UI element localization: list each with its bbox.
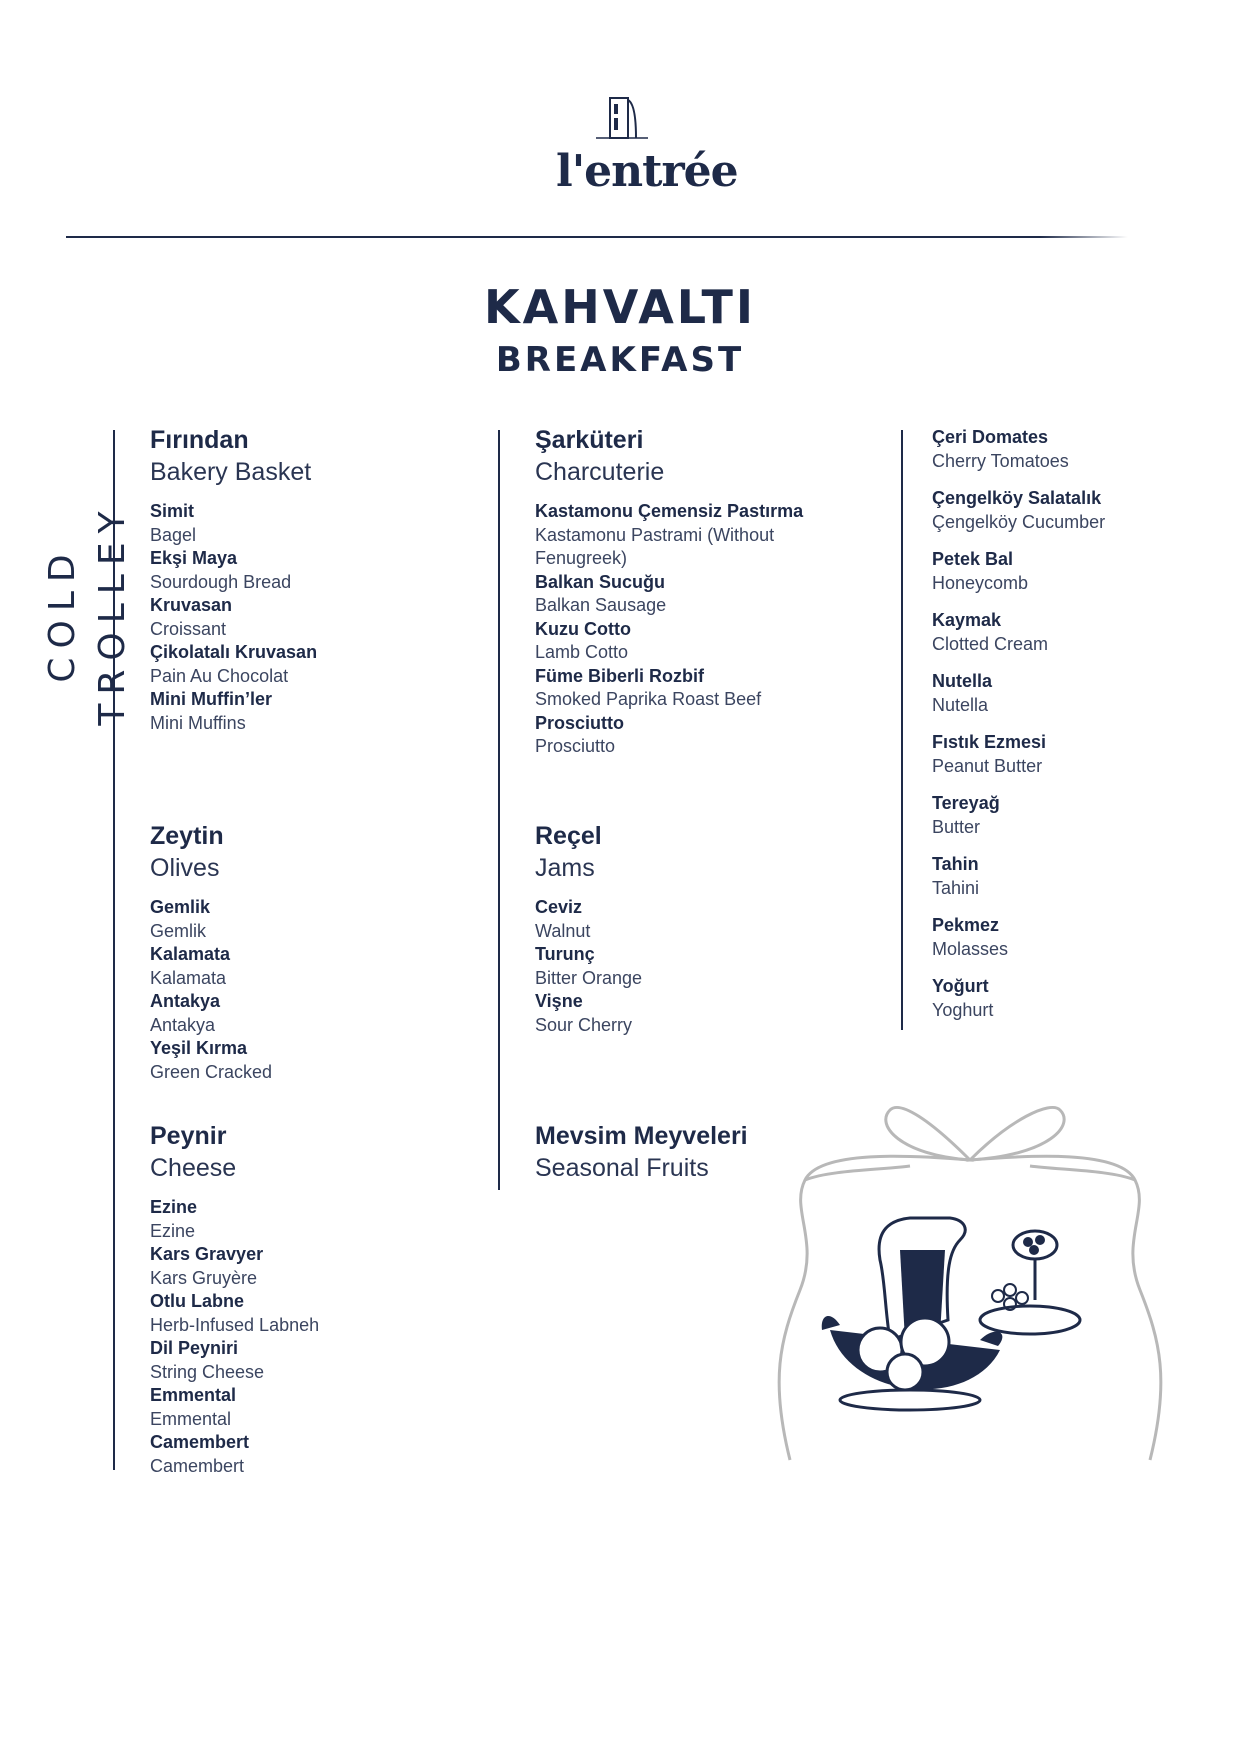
section-subtitle: Cheese: [150, 1154, 237, 1182]
menu-item-name: Kars Gravyer: [150, 1244, 264, 1264]
menu-item-name: Çengelköy Salatalık: [932, 488, 1102, 508]
menu-item-name: Ekşi Maya: [150, 548, 238, 568]
menu-item-name: Emmental: [150, 1385, 237, 1405]
menu-item-translation: Yoghurt: [932, 999, 994, 1020]
column-divider: [901, 430, 903, 1030]
menu-item-translation: Walnut: [535, 920, 591, 941]
section-peynir: [150, 1120, 319, 1478]
menu-item-translation: Sour Cherry: [535, 1014, 633, 1035]
page-title: KAHVALTI: [483, 280, 756, 334]
menu-item-name: Turunç: [535, 944, 595, 964]
menu-item-translation: Kastamonu Pastrami (Without Fenugreek): [535, 524, 775, 568]
menu-item-translation: Peanut Butter: [932, 755, 1043, 776]
section-subtitle: Bakery Basket: [150, 458, 312, 486]
menu-item-name: Otlu Labne: [150, 1291, 244, 1311]
menu-item-name: Petek Bal: [932, 549, 1014, 569]
menu-item-translation: Ezine: [150, 1220, 196, 1241]
menu-item-translation: Honeycomb: [932, 572, 1029, 593]
menu-item-name: Dil Peyniri: [150, 1338, 239, 1358]
section-title: Mevsim Meyveleri: [535, 1122, 748, 1150]
menu-item-translation: Tahini: [932, 877, 980, 898]
menu-item-translation: Emmental: [150, 1408, 232, 1429]
section-subtitle: Seasonal Fruits: [535, 1154, 709, 1182]
section-subtitle: Olives: [150, 854, 220, 882]
menu-item-name: Ezine: [150, 1197, 198, 1217]
section-meyve: [535, 1120, 748, 1196]
menu-item-translation: Molasses: [932, 938, 1009, 959]
menu-item-name: Yoğurt: [932, 976, 989, 996]
section-zeytin: [150, 820, 272, 1084]
menu-item-translation: Bitter Orange: [535, 967, 643, 988]
column-divider: [113, 430, 115, 1470]
menu-item-name: Simit: [150, 501, 195, 521]
menu-item-translation: Lamb Cotto: [535, 642, 629, 662]
section-title: Fırından: [150, 426, 249, 454]
section-title: Zeytin: [150, 822, 224, 850]
menu-item-translation: Green Cracked: [150, 1061, 273, 1082]
breakfast-illustration: [760, 1100, 1180, 1500]
menu-item-name: Yeşil Kırma: [150, 1038, 248, 1058]
section-title: Peynir: [150, 1122, 227, 1150]
menu-item-translation: Balkan Sausage: [535, 595, 667, 615]
section-subtitle: Jams: [535, 854, 595, 882]
section-extras: [932, 426, 1105, 1036]
brand-name: l'entrée: [556, 146, 738, 197]
menu-item-translation: Mini Muffins: [150, 712, 246, 733]
menu-item-name: Antakya: [150, 991, 221, 1011]
menu-item-translation: Nutella: [932, 694, 989, 715]
column-divider: [498, 430, 500, 1190]
menu-item-name: Kuzu Cotto: [535, 618, 631, 639]
menu-item-translation: Kalamata: [150, 967, 227, 988]
menu-item-name: Kruvasan: [150, 595, 233, 615]
menu-item-translation: Prosciutto: [535, 736, 616, 756]
menu-item-translation: Camembert: [150, 1455, 245, 1476]
section-recel: [535, 820, 642, 1037]
menu-item-name: Gemlik: [150, 897, 211, 917]
page-subtitle: BREAKFAST: [495, 340, 745, 380]
menu-item-name: Çikolatalı Kruvasan: [150, 642, 318, 662]
menu-item-name: Kastamonu Çemensiz Pastırma: [535, 501, 804, 521]
menu-item-translation: Smoked Paprika Roast Beef: [535, 689, 762, 709]
menu-item-name: Balkan Sucuğu: [535, 571, 666, 592]
menu-item-translation: Butter: [932, 816, 981, 837]
menu-item-translation: Antakya: [150, 1014, 216, 1035]
menu-item-name: Nutella: [932, 671, 993, 691]
section-title: Şarküteri: [535, 426, 644, 454]
menu-item-translation: Gemlik: [150, 920, 207, 941]
menu-item-name: Ceviz: [535, 897, 583, 917]
menu-item-name: Kaymak: [932, 610, 1002, 630]
fruit-bowl-icon: [822, 1316, 1003, 1410]
header-divider: [66, 236, 1186, 238]
section-sarkuteri: [535, 424, 835, 759]
menu-item-translation: Clotted Cream: [932, 633, 1049, 654]
menu-item-translation: Herb-Infused Labneh: [150, 1314, 320, 1335]
menu-item-translation: String Cheese: [150, 1361, 265, 1382]
section-firindan: [150, 424, 317, 735]
menu-item-translation: Sourdough Bread: [150, 571, 292, 592]
menu-item-translation: Bagel: [150, 524, 197, 545]
menu-item-name: Tahin: [932, 854, 979, 874]
menu-item-translation: Cherry Tomatoes: [932, 450, 1069, 471]
menu-item-translation: Pain Au Chocolat: [150, 665, 289, 686]
menu-item-name: Fıstık Ezmesi: [932, 732, 1047, 752]
menu-item-name: Tereyağ: [932, 793, 1000, 813]
side-label: COLD TROLLEY: [42, 502, 133, 726]
menu-item-name: Prosciutto: [535, 712, 625, 733]
section-subtitle: Charcuterie: [535, 458, 665, 486]
section-title: Reçel: [535, 822, 602, 850]
brand-logo: [556, 94, 738, 206]
ribbon-icon: [779, 1107, 1161, 1460]
menu-item-translation: Çengelköy Cucumber: [932, 511, 1106, 532]
menu-item-name: Kalamata: [150, 944, 231, 964]
menu-item-name: Mini Muffin’ler: [150, 689, 272, 709]
menu-item-translation: Kars Gruyère: [150, 1267, 258, 1288]
menu-item-name: Füme Biberli Rozbif: [535, 665, 705, 686]
menu-item-name: Pekmez: [932, 915, 1000, 935]
menu-item-name: Camembert: [150, 1432, 250, 1452]
menu-item-name: Vişne: [535, 991, 583, 1011]
menu-item-name: Çeri Domates: [932, 427, 1049, 447]
grape-glass-icon: [980, 1231, 1080, 1334]
menu-item-translation: Croissant: [150, 618, 227, 639]
